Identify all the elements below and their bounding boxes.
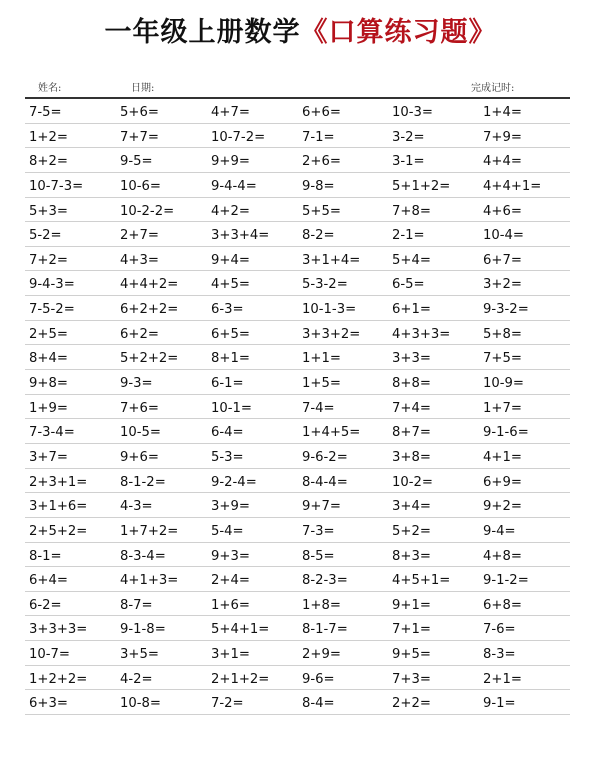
page-title	[0, 14, 601, 52]
problem-cell: 3+3+2=	[302, 326, 361, 342]
problem-cell: 4+1=	[483, 449, 522, 465]
problem-cell: 3+2=	[483, 277, 522, 293]
problem-cell: 9-1-6=	[483, 425, 529, 441]
problem-cell: 9+6=	[120, 449, 159, 465]
problem-cell: 2+7=	[120, 228, 159, 244]
problem-cell: 9+1=	[392, 597, 431, 613]
problem-cell: 6+8=	[483, 597, 522, 613]
problem-cell: 9-6-2=	[302, 449, 348, 465]
problem-cell: 6+4=	[29, 573, 68, 589]
problem-cell: 7+9=	[483, 129, 522, 145]
problem-cell: 9+5=	[392, 647, 431, 663]
problem-cell: 6+3=	[29, 696, 68, 712]
problem-cell: 5-2=	[29, 228, 62, 244]
problem-cell: 10-7-2=	[211, 129, 266, 145]
problem-cell: 4+8=	[483, 548, 522, 564]
problem-cell: 7+1=	[392, 622, 431, 638]
problem-cell: 7+5=	[483, 351, 522, 367]
problem-cell: 6-4=	[211, 425, 244, 441]
problem-cell: 9-1-2=	[483, 573, 529, 589]
problem-cell: 3+3=	[392, 351, 431, 367]
problem-cell: 8-1=	[29, 548, 62, 564]
problem-cell: 6+7=	[483, 252, 522, 268]
problem-cell: 5+6=	[120, 105, 159, 120]
problem-cell: 5+4=	[392, 252, 431, 268]
problem-cell: 9+8=	[29, 376, 68, 392]
problem-cell: 6+2+2=	[120, 302, 179, 318]
problem-cell: 2+5=	[29, 326, 68, 342]
problem-cell: 4-3=	[120, 499, 153, 515]
problem-cell: 8-2-3=	[302, 573, 348, 589]
problem-cell: 7+2=	[29, 252, 68, 268]
problem-cell: 5-3=	[211, 449, 244, 465]
problem-cell: 3-2=	[392, 129, 425, 145]
problem-cell: 8+7=	[392, 425, 431, 441]
problem-cell: 3+1+4=	[302, 252, 361, 268]
problem-cell: 8+3=	[392, 548, 431, 564]
problem-cell: 8+8=	[392, 376, 431, 392]
problem-cell: 10-8=	[120, 696, 161, 712]
problem-cell: 10-7-3=	[29, 178, 84, 194]
problem-cell: 7+6=	[120, 400, 159, 416]
problem-cell: 7-1=	[302, 129, 335, 145]
problem-row	[25, 592, 570, 617]
problem-cell: 10-1=	[211, 400, 252, 416]
problem-cell: 8-3-4=	[120, 548, 166, 564]
problem-cell: 6+9=	[483, 474, 522, 490]
problem-cell: 3+1+6=	[29, 499, 88, 515]
problem-cell: 3+7=	[29, 449, 68, 465]
problem-cell: 8+2=	[29, 154, 68, 170]
problem-cell: 4+4+2=	[120, 277, 179, 293]
problem-grid	[25, 99, 570, 715]
problem-cell: 9-3=	[120, 376, 153, 392]
problem-row	[25, 690, 570, 715]
problem-cell: 7-5=	[29, 105, 62, 120]
problem-cell: 5+4+1=	[211, 622, 270, 638]
problem-cell: 9-8=	[302, 178, 335, 194]
problem-cell: 8-7=	[120, 597, 153, 613]
problem-row	[25, 124, 570, 149]
problem-cell: 10-5=	[120, 425, 161, 441]
problem-cell: 10-4=	[483, 228, 524, 244]
problem-cell: 3+3+4=	[211, 228, 270, 244]
problem-cell: 3+5=	[120, 647, 159, 663]
problem-row	[25, 321, 570, 346]
problem-cell: 9-3-2=	[483, 302, 529, 318]
problem-row	[25, 99, 570, 124]
problem-row	[25, 518, 570, 543]
problem-cell: 10-2=	[392, 474, 433, 490]
problem-cell: 8-2=	[302, 228, 335, 244]
problem-cell: 4+4=	[483, 154, 522, 170]
problem-row	[25, 543, 570, 568]
problem-cell: 4+6=	[483, 203, 522, 219]
problem-cell: 1+4+5=	[302, 425, 361, 441]
problem-row	[25, 173, 570, 198]
problem-cell: 6+5=	[211, 326, 250, 342]
problem-cell: 2-1=	[392, 228, 425, 244]
problem-cell: 5+8=	[483, 326, 522, 342]
problem-cell: 2+1=	[483, 671, 522, 687]
problem-cell: 6+6=	[302, 105, 341, 120]
problem-cell: 9-1-8=	[120, 622, 166, 638]
problem-cell: 3-1=	[392, 154, 425, 170]
problem-cell: 5+1+2=	[392, 178, 451, 194]
problem-cell: 7+8=	[392, 203, 431, 219]
problem-cell: 1+4=	[483, 105, 522, 120]
completion-time-label: 完成记时:	[471, 83, 515, 94]
problem-cell: 5+5=	[302, 203, 341, 219]
problem-row	[25, 641, 570, 666]
problem-cell: 4+3+3=	[392, 326, 451, 342]
problem-cell: 4+2=	[211, 203, 250, 219]
problem-cell: 1+8=	[302, 597, 341, 613]
problem-cell: 4+1+3=	[120, 573, 179, 589]
problem-cell: 6+2=	[120, 326, 159, 342]
problem-cell: 8-1-7=	[302, 622, 348, 638]
problem-cell: 7-2=	[211, 696, 244, 712]
problem-cell: 3+9=	[211, 499, 250, 515]
problem-cell: 9-4=	[483, 523, 516, 539]
problem-cell: 9-6=	[302, 671, 335, 687]
problem-cell: 2+3+1=	[29, 474, 88, 490]
problem-cell: 9+9=	[211, 154, 250, 170]
problem-row	[25, 395, 570, 420]
problem-cell: 4+7=	[211, 105, 250, 120]
date-label: 日期:	[131, 83, 155, 94]
problem-cell: 1+2+2=	[29, 671, 88, 687]
problem-row	[25, 616, 570, 641]
problem-cell: 2+4=	[211, 573, 250, 589]
problem-cell: 6-1=	[211, 376, 244, 392]
problem-cell: 3+1=	[211, 647, 250, 663]
problem-cell: 8-1-2=	[120, 474, 166, 490]
problem-cell: 8+4=	[29, 351, 68, 367]
problem-cell: 3+8=	[392, 449, 431, 465]
problem-cell: 2+1+2=	[211, 671, 270, 687]
problem-cell: 4+5=	[211, 277, 250, 293]
problem-row	[25, 345, 570, 370]
problem-cell: 1+7=	[483, 400, 522, 416]
problem-row	[25, 247, 570, 272]
problem-cell: 6-5=	[392, 277, 425, 293]
problem-cell: 5-4=	[211, 523, 244, 539]
problem-row	[25, 296, 570, 321]
problem-cell: 7-3=	[302, 523, 335, 539]
problem-cell: 5+3=	[29, 203, 68, 219]
problem-cell: 3+3+3=	[29, 622, 88, 638]
problem-cell: 5+2=	[392, 523, 431, 539]
problem-row	[25, 567, 570, 592]
problem-cell: 1+1=	[302, 351, 341, 367]
problem-cell: 7-3-4=	[29, 425, 75, 441]
problem-cell: 9-4-3=	[29, 277, 75, 293]
problem-cell: 4+3=	[120, 252, 159, 268]
problem-cell: 2+6=	[302, 154, 341, 170]
problem-cell: 7-6=	[483, 622, 516, 638]
problem-cell: 10-6=	[120, 178, 161, 194]
problem-cell: 6-3=	[211, 302, 244, 318]
problem-cell: 1+9=	[29, 400, 68, 416]
problem-cell: 2+2=	[392, 696, 431, 712]
problem-row	[25, 148, 570, 173]
problem-cell: 10-2-2=	[120, 203, 175, 219]
problem-cell: 10-1-3=	[302, 302, 357, 318]
problem-cell: 1+7+2=	[120, 523, 179, 539]
problem-cell: 6-2=	[29, 597, 62, 613]
problem-cell: 8-4-4=	[302, 474, 348, 490]
problem-cell: 3+4=	[392, 499, 431, 515]
problem-cell: 9-5=	[120, 154, 153, 170]
problem-cell: 9-1=	[483, 696, 516, 712]
problem-row	[25, 370, 570, 395]
title-sub: 《口算练习题》	[300, 17, 497, 48]
problem-cell: 4-2=	[120, 671, 153, 687]
problem-cell: 9+3=	[211, 548, 250, 564]
problem-cell: 6+1=	[392, 302, 431, 318]
problem-cell: 9+7=	[302, 499, 341, 515]
problem-cell: 4+4+1=	[483, 178, 542, 194]
title-main: 一年级上册数学	[104, 17, 301, 48]
problem-cell: 10-7=	[29, 647, 70, 663]
problem-row	[25, 469, 570, 494]
problem-row	[25, 444, 570, 469]
problem-cell: 7+3=	[392, 671, 431, 687]
problem-cell: 1+2=	[29, 129, 68, 145]
problem-cell: 10-9=	[483, 376, 524, 392]
problem-cell: 8+1=	[211, 351, 250, 367]
problem-cell: 1+6=	[211, 597, 250, 613]
problem-cell: 2+5+2=	[29, 523, 88, 539]
problem-cell: 5-3-2=	[302, 277, 348, 293]
problem-row	[25, 222, 570, 247]
problem-cell: 7-4=	[302, 400, 335, 416]
problem-cell: 9-4-4=	[211, 178, 257, 194]
problem-cell: 9+2=	[483, 499, 522, 515]
problem-cell: 1+5=	[302, 376, 341, 392]
problem-cell: 8-3=	[483, 647, 516, 663]
problem-cell: 4+5+1=	[392, 573, 451, 589]
problem-row	[25, 493, 570, 518]
problem-row	[25, 419, 570, 444]
problem-cell: 2+9=	[302, 647, 341, 663]
problem-cell: 7-5-2=	[29, 302, 75, 318]
name-label: 姓名:	[38, 83, 62, 94]
problem-row	[25, 198, 570, 223]
problem-cell: 8-4=	[302, 696, 335, 712]
problem-cell: 9-2-4=	[211, 474, 257, 490]
problem-cell: 10-3=	[392, 105, 433, 120]
problem-cell: 7+7=	[120, 129, 159, 145]
problem-cell: 8-5=	[302, 548, 335, 564]
problem-cell: 9+4=	[211, 252, 250, 268]
problem-row	[25, 271, 570, 296]
problem-row	[25, 666, 570, 691]
problem-cell: 5+2+2=	[120, 351, 179, 367]
problem-cell: 7+4=	[392, 400, 431, 416]
